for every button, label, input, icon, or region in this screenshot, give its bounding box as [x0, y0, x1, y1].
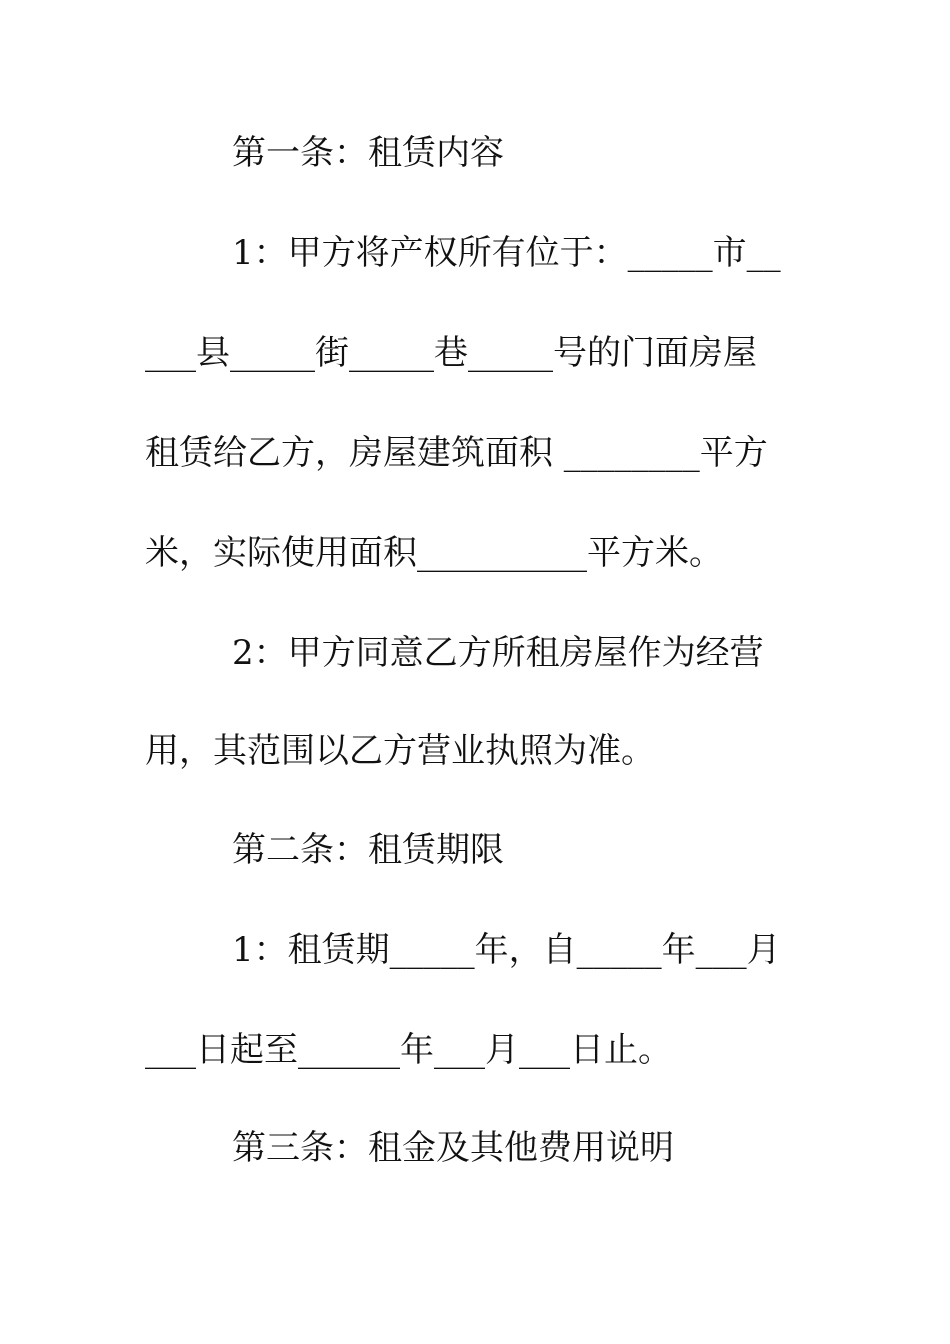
article-2-heading: 第二条：租赁期限: [232, 830, 504, 870]
article-1-clause-1-line-4: 米，实际使用面积__________平方米。: [145, 533, 723, 573]
article-2-clause-1-line-1: 1：租赁期_____年，自_____年___月: [232, 930, 781, 970]
article-1-heading: 第一条：租赁内容: [232, 133, 504, 173]
article-3-heading: 第三条：租金及其他费用说明: [232, 1128, 674, 1168]
article-1-clause-2-line-1: 2：甲方同意乙方所租房屋作为经营: [232, 633, 764, 673]
article-1-clause-1-line-3: 租赁给乙方，房屋建筑面积 ________平方: [145, 433, 768, 473]
article-1-clause-2-line-2: 用，其范围以乙方营业执照为准。: [145, 731, 655, 771]
article-1-clause-1-line-2: ___县_____街_____巷_____号的门面房屋: [145, 333, 757, 373]
article-2-clause-1-line-2: ___日起至______年___月___日止。: [145, 1030, 672, 1070]
article-1-clause-1-line-1: 1：甲方将产权所有位于：_____市__: [232, 233, 781, 273]
